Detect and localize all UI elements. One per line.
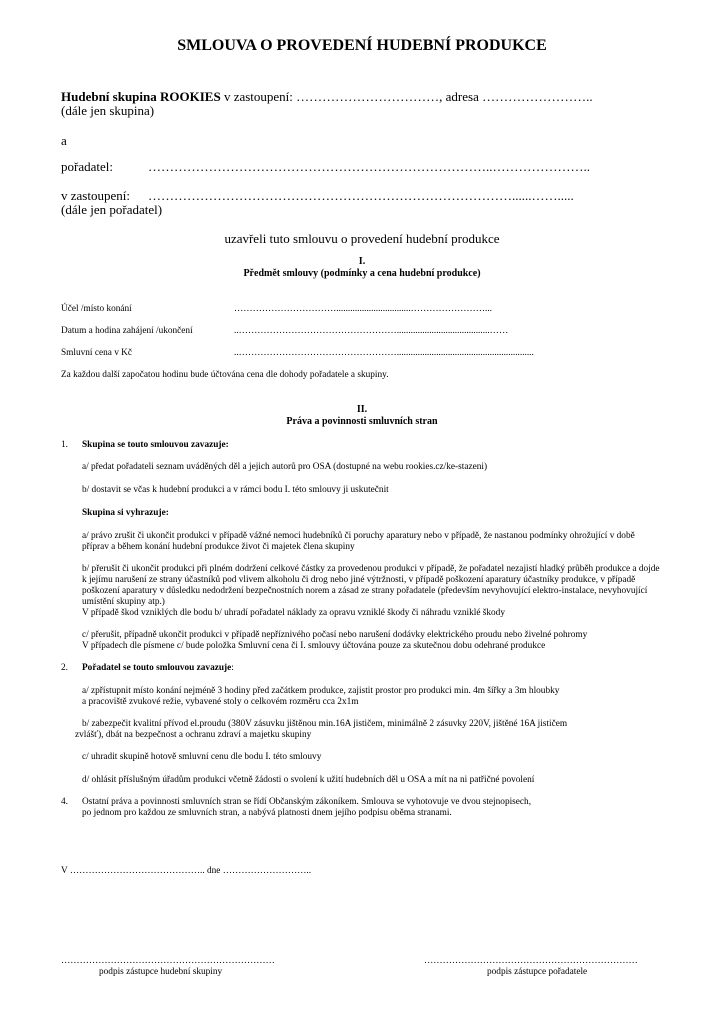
organizer-duty-d: d/ ohlásit příslušným úřadům produkci včetně žádosti o svolení k užití hudebních děl u OSA a mít na ni patřičné povolení bbox=[82, 775, 535, 785]
reserve-b-line-3: poškození aparatury v důsledku nedodržení bezpečnostních norem a zásad ze strany pořadatele (především nevyhovující elektro-instalace, nevyhovující bbox=[82, 586, 648, 596]
organizer-alias: (dále jen pořadatel) bbox=[61, 202, 163, 217]
band-duty-b: b/ dostavit se včas k hudební produkci a v rámci bodu I. této smlouvy ji uskutečnit bbox=[82, 485, 389, 495]
reserve-b-line-2: k jejímu narušení ze strany účastníků pod vlivem alkoholu či drog nebo jiné výtržnosti, v případě poškození aparatury účastníky produkce, v případě bbox=[82, 575, 636, 585]
item-2-colon: : bbox=[231, 663, 234, 673]
organizer-signature-line: …………………………………………………………… bbox=[424, 956, 638, 966]
reserve-c-line-1: c/ přerušit, případně ukončit produkci v případě nepříznivého počasí nebo narušení dodávky elektrického proudu nebo živelné pohromy bbox=[82, 630, 588, 640]
reserve-b-line-1: b/ přerušit či ukončit produkci při plném dodržení celkové částky za provedenou produkci v případě, že pořadatel nezajistí hladký průběh produkce a dojde bbox=[82, 564, 660, 574]
field-price-label: Smluvní cena v Kč bbox=[61, 348, 133, 358]
reserve-b-line-5: V případě škod vzniklých dle bodu b/ uhradí pořadatel náklady za opravu vzniklé škody či náhradu vzniklé škody bbox=[82, 608, 505, 618]
representation-field: …………………………………………………………………………......……..... bbox=[148, 188, 574, 203]
organizer-field: ……………………………………………………………………..………………….. bbox=[148, 159, 590, 174]
item-2-heading: Pořadatel se touto smlouvou zavazuje bbox=[82, 663, 232, 673]
band-name: Hudební skupina ROOKIES bbox=[61, 89, 221, 104]
field-price-value: ..……………………………………………........................................................... bbox=[234, 348, 534, 358]
page-title: SMLOUVA O PROVEDENÍ HUDEBNÍ PRODUKCE bbox=[177, 37, 547, 54]
extra-hour-note: Za každou další započatou hodinu bude účtována cena dle dohody pořadatele a skupiny. bbox=[61, 370, 389, 380]
band-signature-label: podpis zástupce hudební skupiny bbox=[99, 967, 223, 977]
and-text: a bbox=[61, 133, 67, 148]
band-representation: v zastoupení: ……………………………, adresa …………………….. bbox=[220, 89, 593, 104]
item-4-number: 4. bbox=[61, 797, 68, 807]
field-purpose-value: ……………………………................................……………………... bbox=[234, 304, 492, 314]
item-4-line-1: Ostatní práva a povinnosti smluvních stran se řídí Občanským zákoníkem. Smlouva se vyhotovuje ve dvou stejnopisech, bbox=[82, 797, 532, 807]
section-1-heading: Předmět smlouvy (podmínky a cena hudební produkce) bbox=[243, 268, 481, 279]
item-1-number: 1. bbox=[61, 440, 68, 450]
band-alias: (dále jen skupina) bbox=[61, 103, 155, 118]
item-2-heading-line bbox=[82, 663, 234, 673]
representation-label: v zastoupení: bbox=[61, 188, 130, 203]
band-signature-line: …………………………………………………………… bbox=[61, 956, 275, 966]
organizer-duty-b-line-1: b/ zabezpečit kvalitní přívod el.proudu (380V zásuvku jištěnou min.16A jističem, minimálně 2 zásuvky 220V, jištěné 16A jističem bbox=[82, 719, 568, 729]
organizer-duty-c: c/ uhradit skupině hotově smluvní cenu dle bodu I. této smlouvy bbox=[82, 752, 322, 762]
item-4-line-2: po jednom pro každou ze smluvních stran, a nabývá platnosti dnem jejího podpisu oběma stranami. bbox=[82, 808, 452, 818]
reserve-c-line-2: V případech dle písmene c/ bude položka Smluvní cena či I. smlouvy účtována pouze za skutečnou dobu odehrané produkce bbox=[82, 641, 546, 651]
field-datetime-value: ..……………………………………………........................................…… bbox=[234, 326, 509, 336]
field-datetime-label: Datum a hodina zahájení /ukončení bbox=[61, 326, 193, 336]
reserve-b-line-4: umístění skupiny atp.) bbox=[82, 597, 165, 607]
reserve-a-line-2: příprav a během konání hudební produkce život či majetek člena skupiny bbox=[82, 542, 355, 552]
organizer-duty-a-line-2: a pracoviště zvukové režie, vybavené stoly o celkovém rozměru cca 2x1m bbox=[82, 697, 359, 707]
band-duty-a: a/ předat pořadateli seznam uváděných děl a jejich autorů pro OSA (dostupné na webu rookies.cz/ke-stazeni) bbox=[82, 462, 488, 472]
organizer-signature-label: podpis zástupce pořadatele bbox=[487, 967, 588, 977]
field-purpose-label: Účel /místo konání bbox=[61, 304, 132, 314]
organizer-label: pořadatel: bbox=[61, 159, 113, 174]
section-2-number: II. bbox=[356, 404, 368, 415]
item-1-heading: Skupina se touto smlouvou zavazuje: bbox=[82, 440, 229, 450]
section-2-heading: Práva a povinnosti smluvních stran bbox=[286, 416, 438, 427]
place-date-line: V …………………………………….. dne ……………………….. bbox=[61, 866, 312, 876]
item-2-number: 2. bbox=[61, 663, 68, 673]
section-1-number: I. bbox=[358, 256, 366, 267]
band-reserves-heading: Skupina si vyhrazuje: bbox=[82, 508, 169, 518]
reserve-a-line-1: a/ právo zrušit či ukončit produkci v případě vážné nemoci hudebníků či poruchy aparatury nebo v případě, že nastanou podmínky ohrožující v době bbox=[82, 531, 635, 541]
concluded-text: uzavřeli tuto smlouvu o provedení hudební produkce bbox=[224, 231, 500, 246]
organizer-duty-a-line-1: a/ zpřístupnit místo konání nejméně 3 hodiny před začátkem produkce, zajistit prostor pro produkci min. 4m šířky a 3m hloubky bbox=[82, 686, 560, 696]
organizer-duty-b-line-2: zvlášť), dbát na bezpečnost a ochranu zdraví a majetku skupiny bbox=[75, 730, 312, 740]
